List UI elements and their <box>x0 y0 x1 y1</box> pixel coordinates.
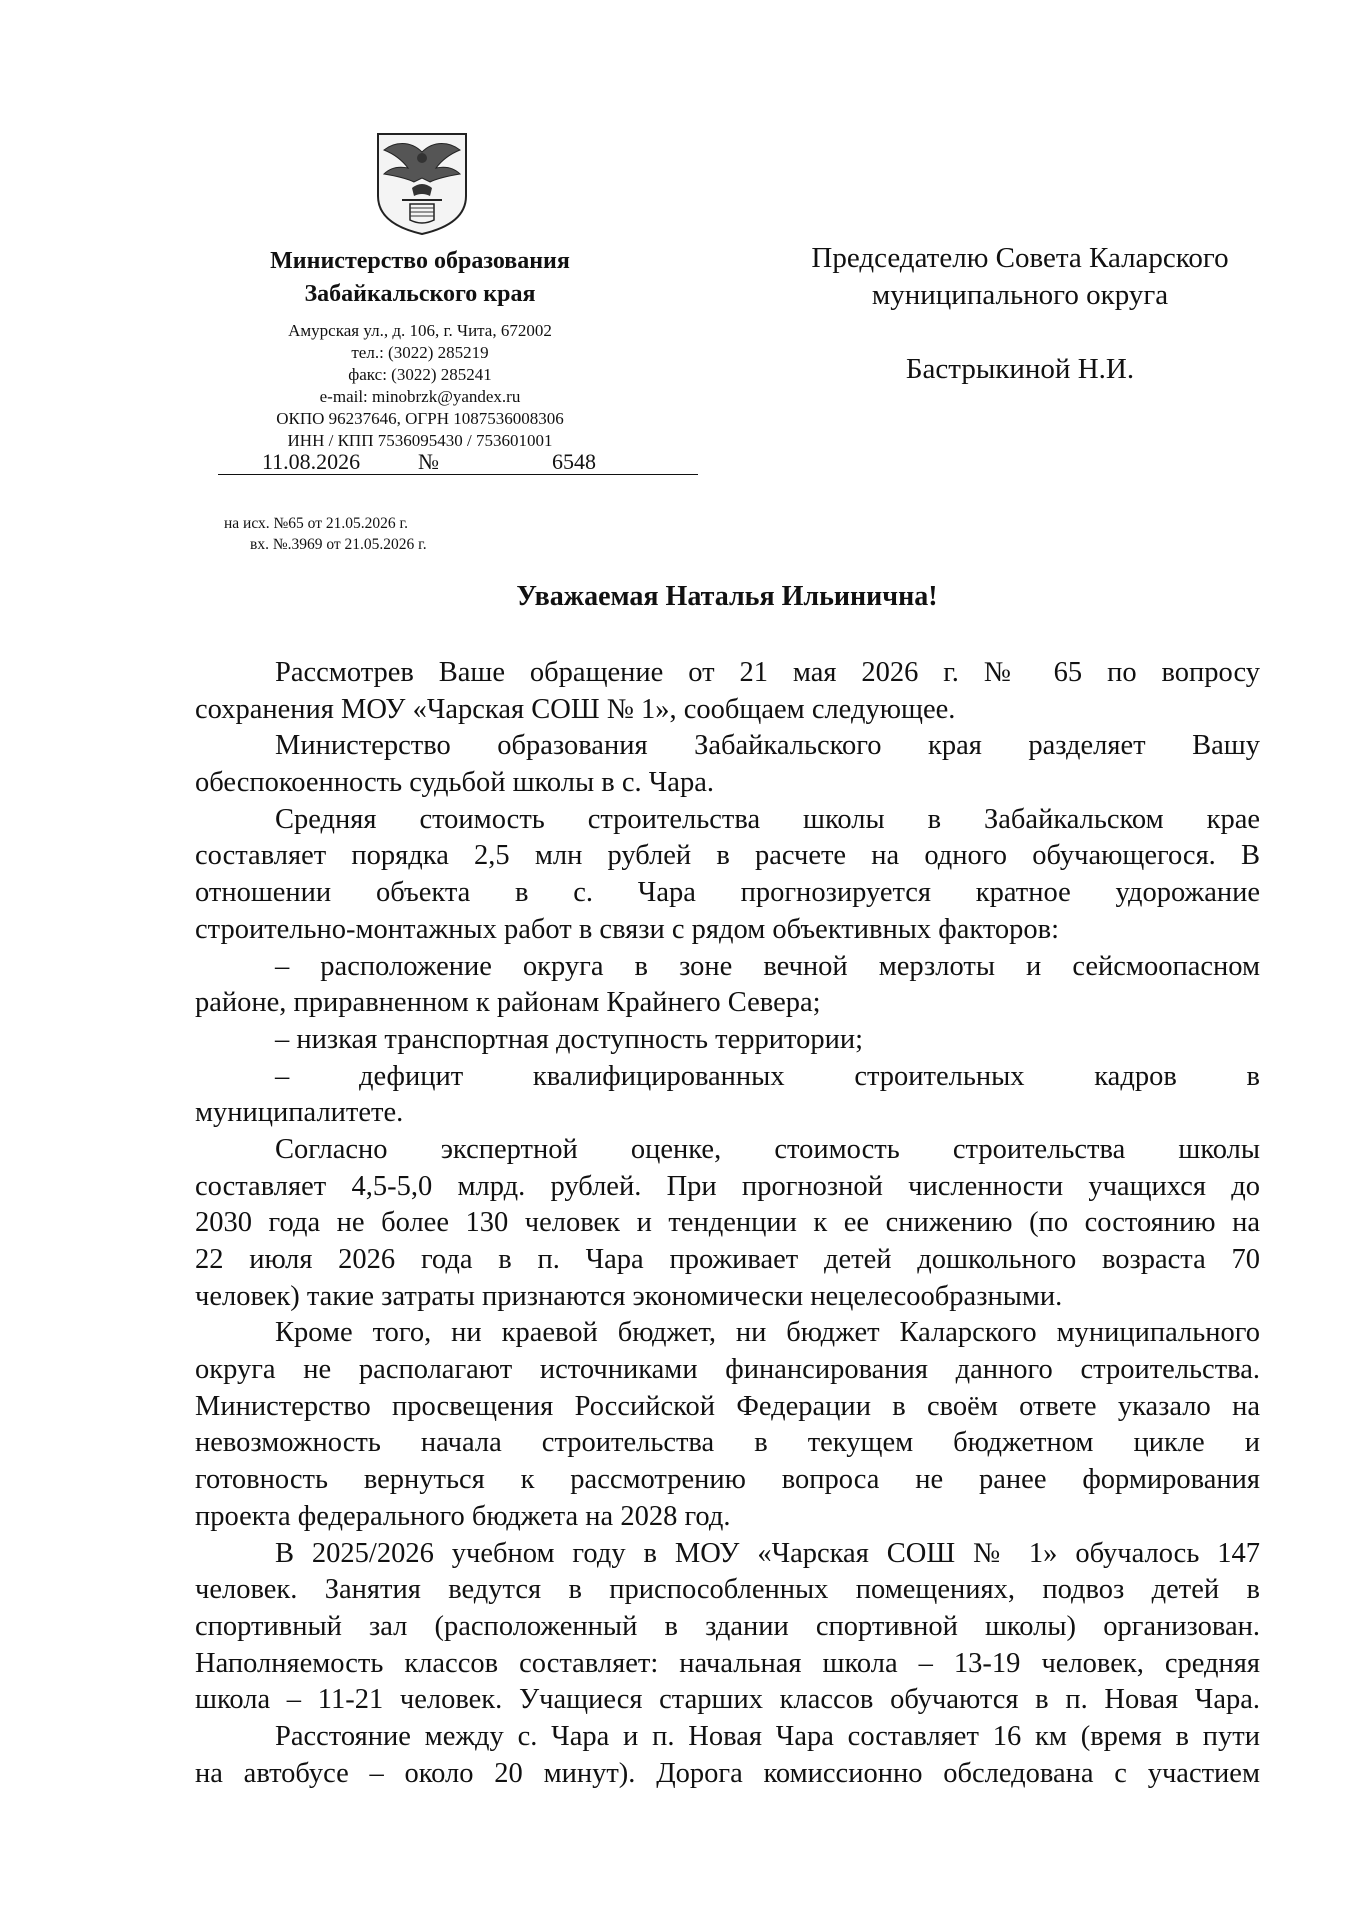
body-line: обеспокоенность судьбой школы в с. Чара. <box>195 767 714 799</box>
body-line: человек) такие затраты признаются экономически нецелесообразными. <box>195 1280 1063 1312</box>
org-name-line2: Забайкальского края <box>304 281 536 307</box>
org-fax: факс: (3022) 285241 <box>348 365 492 384</box>
body-line: Министерство просвещения Российской Федерации в своём ответе указало на <box>195 1390 1260 1422</box>
organization-requisites <box>190 320 650 452</box>
body-line: проекта федерального бюджета на 2028 год. <box>195 1500 731 1532</box>
org-phone: тел.: (3022) 285219 <box>351 343 489 362</box>
outgoing-date: 11.08.2026 <box>262 449 361 474</box>
body-line: на автобусе – около 20 минут). Дорога комиссионно обследована с участием <box>195 1757 1260 1789</box>
coat-of-arms-emblem-icon <box>372 130 472 236</box>
org-inn-kpp: ИНН / КПП 7536095430 / 753601001 <box>287 431 553 450</box>
registration-line <box>218 449 698 475</box>
body-line: 2030 года не более 130 человек и тенденции к ее снижению (по состоянию на <box>195 1207 1260 1239</box>
body-line: районе, приравненном к районам Крайнего Севера; <box>195 987 821 1019</box>
addressee-position-line2: муниципального округа <box>871 279 1169 311</box>
outgoing-number-label: № <box>418 449 439 474</box>
body-line: Рассмотрев Ваше обращение от 21 мая 2026 г. № 65 по вопросу <box>275 657 1260 688</box>
body-line: человек. Занятия ведутся в приспособленных помещениях, подвоз детей в <box>195 1574 1260 1606</box>
body-line: – расположение округа в зоне вечной мерзлоты и сейсмоопасном <box>275 950 1260 982</box>
body-line: Средняя стоимость строительства школы в Забайкальском крае <box>275 803 1260 835</box>
org-email: e-mail: minobrzk@yandex.ru <box>319 387 521 406</box>
body-line: – дефицит квалифицированных строительных кадров в <box>275 1060 1260 1092</box>
body-line: строительно-монтажных работ в связи с рядом объективных факторов: <box>195 913 1060 945</box>
addressee-position-line1: Председателю Совета Каларского <box>811 242 1229 274</box>
addressee-name: Бастрыкиной Н.И. <box>905 353 1135 385</box>
organization-name <box>190 245 650 311</box>
body-line: составляет 4,5-5,0 млрд. рублей. При прогнозной численности учащихся до <box>195 1170 1260 1202</box>
org-okpo-ogrn: ОКПО 96237646, ОГРН 1087536008306 <box>276 409 564 428</box>
body-line: Министерство образования Забайкальского края разделяет Вашу <box>275 730 1260 762</box>
org-name-line1: Министерство образования <box>270 248 570 274</box>
body-line: спортивный зал (расположенный в здании спортивной школы) организован. <box>195 1610 1260 1642</box>
body-line: составляет порядка 2,5 млн рублей в расчете на одного обучающегося. В <box>195 840 1260 872</box>
letter-body <box>195 655 1260 1792</box>
body-line: Наполняемость классов составляет: начальная школа – 13-19 человек, средняя <box>195 1647 1260 1679</box>
reply-reference <box>224 513 524 555</box>
body-line: муниципалитете. <box>195 1097 404 1129</box>
salutation: Уважаемая Наталья Ильинична! <box>516 581 938 612</box>
reply-reference-outgoing: на исх. №65 от 21.05.2026 г. <box>224 515 408 532</box>
reply-reference-incoming: вх. №.3969 от 21.05.2026 г. <box>250 536 427 553</box>
org-address: Амурская ул., д. 106, г. Чита, 672002 <box>288 321 552 340</box>
addressee-block <box>760 240 1280 388</box>
body-line: 22 июля 2026 года в п. Чара проживает детей дошкольного возраста 70 <box>195 1244 1260 1275</box>
body-line: В 2025/2026 учебном году в МОУ «Чарская СОШ № 1» обучалось 147 <box>275 1537 1260 1569</box>
body-line: школа – 11-21 человек. Учащиеся старших классов обучаются в п. Новая Чара. <box>195 1684 1260 1716</box>
body-line: – низкая транспортная доступность территории; <box>275 1023 863 1055</box>
body-line: Кроме того, ни краевой бюджет, ни бюджет Каларского муниципального <box>275 1317 1260 1349</box>
body-line: округа не располагают источниками финансирования данного строительства. <box>195 1354 1260 1386</box>
body-line: Согласно экспертной оценке, стоимость строительства школы <box>275 1133 1260 1165</box>
body-line: готовность вернуться к рассмотрению вопроса не ранее формирования <box>195 1464 1260 1496</box>
body-line: отношении объекта в с. Чара прогнозируется кратное удорожание <box>195 877 1260 909</box>
outgoing-number: 6548 <box>552 449 596 474</box>
body-line: сохранения МОУ «Чарская СОШ № 1», сообщаем следующее. <box>195 693 956 725</box>
body-line: Расстояние между с. Чара и п. Новая Чара составляет 16 км (время в пути <box>275 1720 1260 1752</box>
body-line: невозможность начала строительства в текущем бюджетном цикле и <box>195 1427 1260 1459</box>
